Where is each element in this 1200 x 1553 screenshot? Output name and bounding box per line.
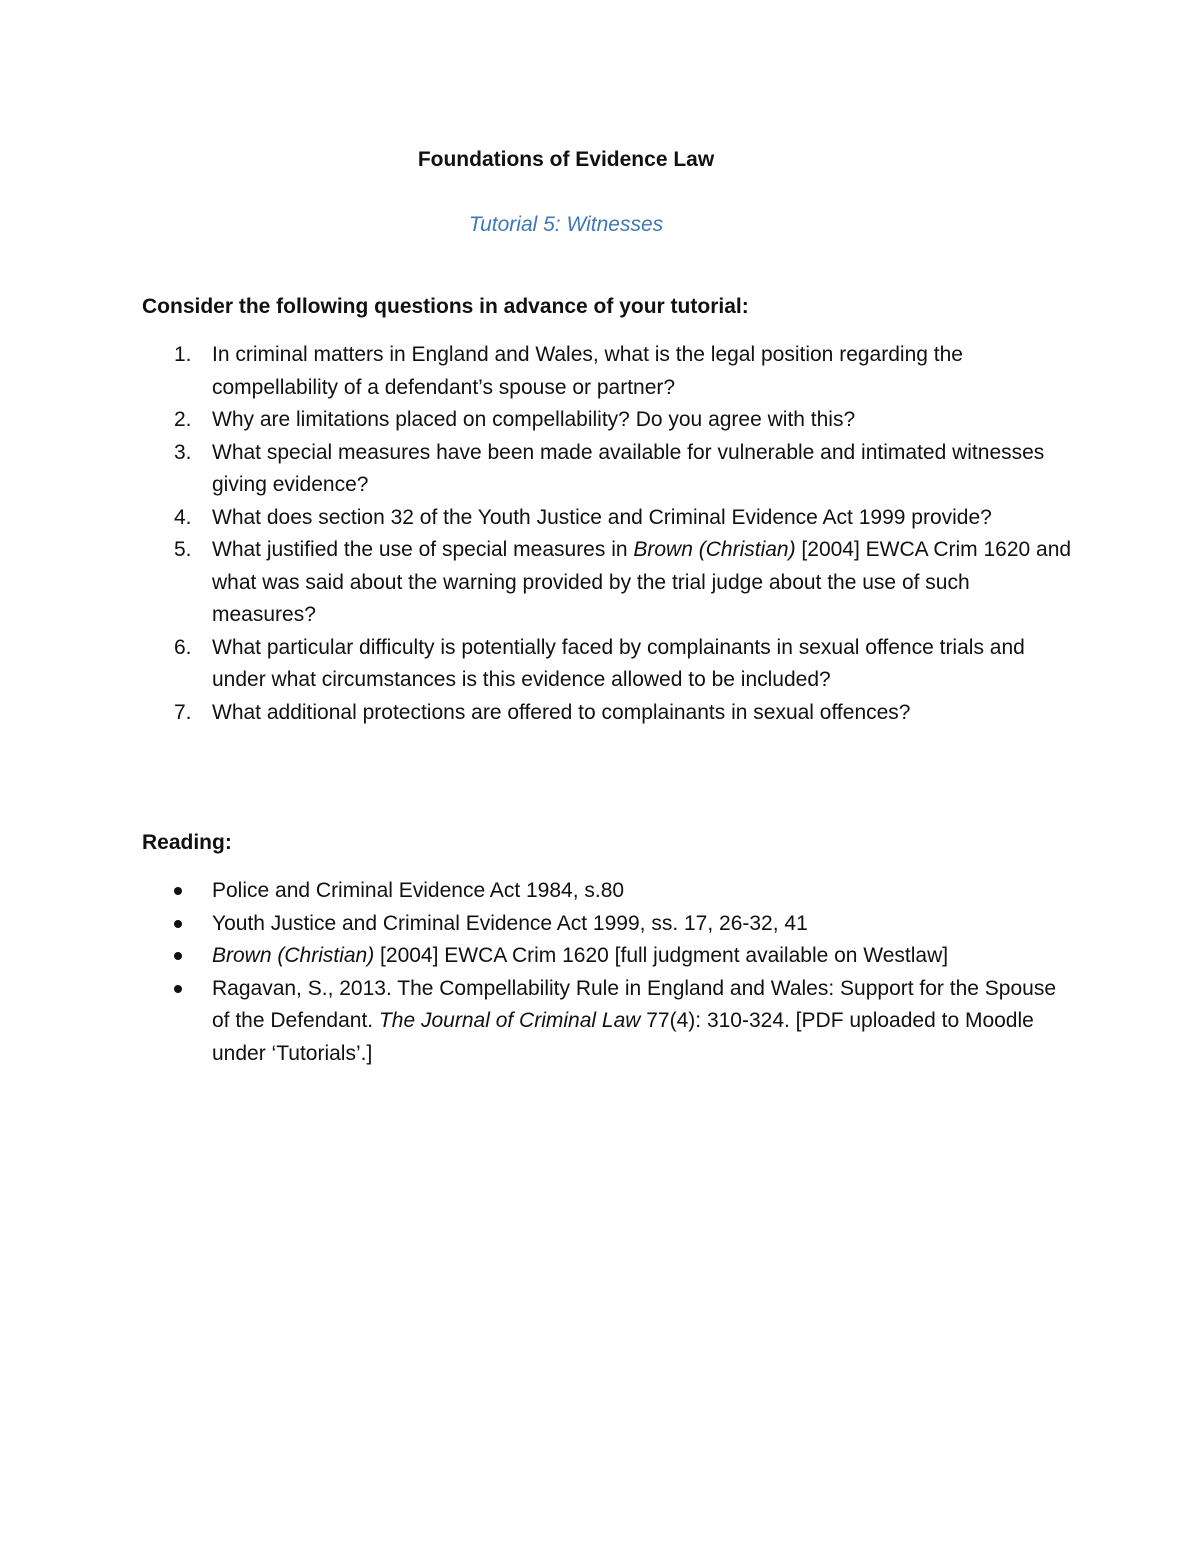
question-number: 2.	[174, 408, 192, 431]
question-text: What particular difficulty is potentially faced by complainants in sexual offence trials and under what circumstances is this evidence allowed to be included?	[212, 635, 1025, 691]
reading-item	[142, 973, 1072, 1071]
question-item	[142, 534, 1072, 632]
question-item	[142, 502, 1072, 535]
question-item	[142, 404, 1072, 437]
questions-intro: Consider the following questions in advance of your tutorial:	[142, 295, 749, 318]
question-text: What special measures have been made available for vulnerable and intimated witnesses giving evidence?	[212, 440, 1045, 496]
reading-item	[142, 940, 1072, 973]
question-text: In criminal matters in England and Wales, what is the legal position regarding the compellability of a defendant’s spouse or partner?	[212, 343, 963, 399]
bullet-icon	[174, 952, 182, 960]
question-text-post: [2004] EWCA Crim 1620 and what was said about the warning provided by the trial judge about the use of such measures?	[212, 538, 1072, 626]
question-number: 4.	[174, 505, 192, 529]
case-name: Brown (Christian)	[212, 944, 375, 967]
question-number: 7.	[174, 700, 192, 724]
question-item	[142, 437, 1072, 502]
reading-text-post: 77(4): 310-324. [PDF uploaded to Moodle under ‘Tutorials’.]	[212, 1009, 1034, 1065]
reading-text: Police and Criminal Evidence Act 1984, s.80	[212, 879, 625, 902]
reading-item	[142, 908, 1072, 941]
bullet-icon	[174, 920, 182, 928]
questions-list	[142, 339, 1072, 729]
document-subtitle: Tutorial 5: Witnesses	[468, 213, 664, 236]
reading-list	[142, 875, 1072, 1070]
reading-text-post: [2004] EWCA Crim 1620 [full judgment available on Westlaw]	[374, 944, 949, 967]
question-text: What does section 32 of the Youth Justice and Criminal Evidence Act 1999 provide?	[212, 505, 992, 529]
question-text: What additional protections are offered to complainants in sexual offences?	[212, 700, 911, 724]
journal-name: The Journal of Criminal Law	[378, 1009, 641, 1032]
reading-text: Youth Justice and Criminal Evidence Act 1999, ss. 17, 26-32, 41	[212, 911, 808, 935]
reading-text-pre: Ragavan, S., 2013. The Compellability Rule in England and Wales: Support for the Spouse of the Defendant.	[212, 976, 1057, 1032]
bullet-icon	[174, 887, 182, 895]
question-text-pre: What justified the use of special measures in	[212, 538, 634, 561]
question-item	[142, 632, 1072, 697]
question-item	[142, 339, 1072, 404]
question-number: 3.	[174, 440, 192, 464]
question-number: 1.	[174, 343, 192, 366]
document-title: Foundations of Evidence Law	[417, 148, 715, 171]
case-name: Brown (Christian)	[633, 538, 796, 561]
reading-heading: Reading:	[142, 831, 232, 854]
question-item	[142, 697, 1072, 730]
question-number: 6.	[174, 635, 192, 659]
question-text: Why are limitations placed on compellability? Do you agree with this?	[212, 408, 856, 431]
reading-item	[142, 875, 1072, 908]
bullet-icon	[174, 985, 182, 993]
question-number: 5.	[174, 538, 192, 561]
